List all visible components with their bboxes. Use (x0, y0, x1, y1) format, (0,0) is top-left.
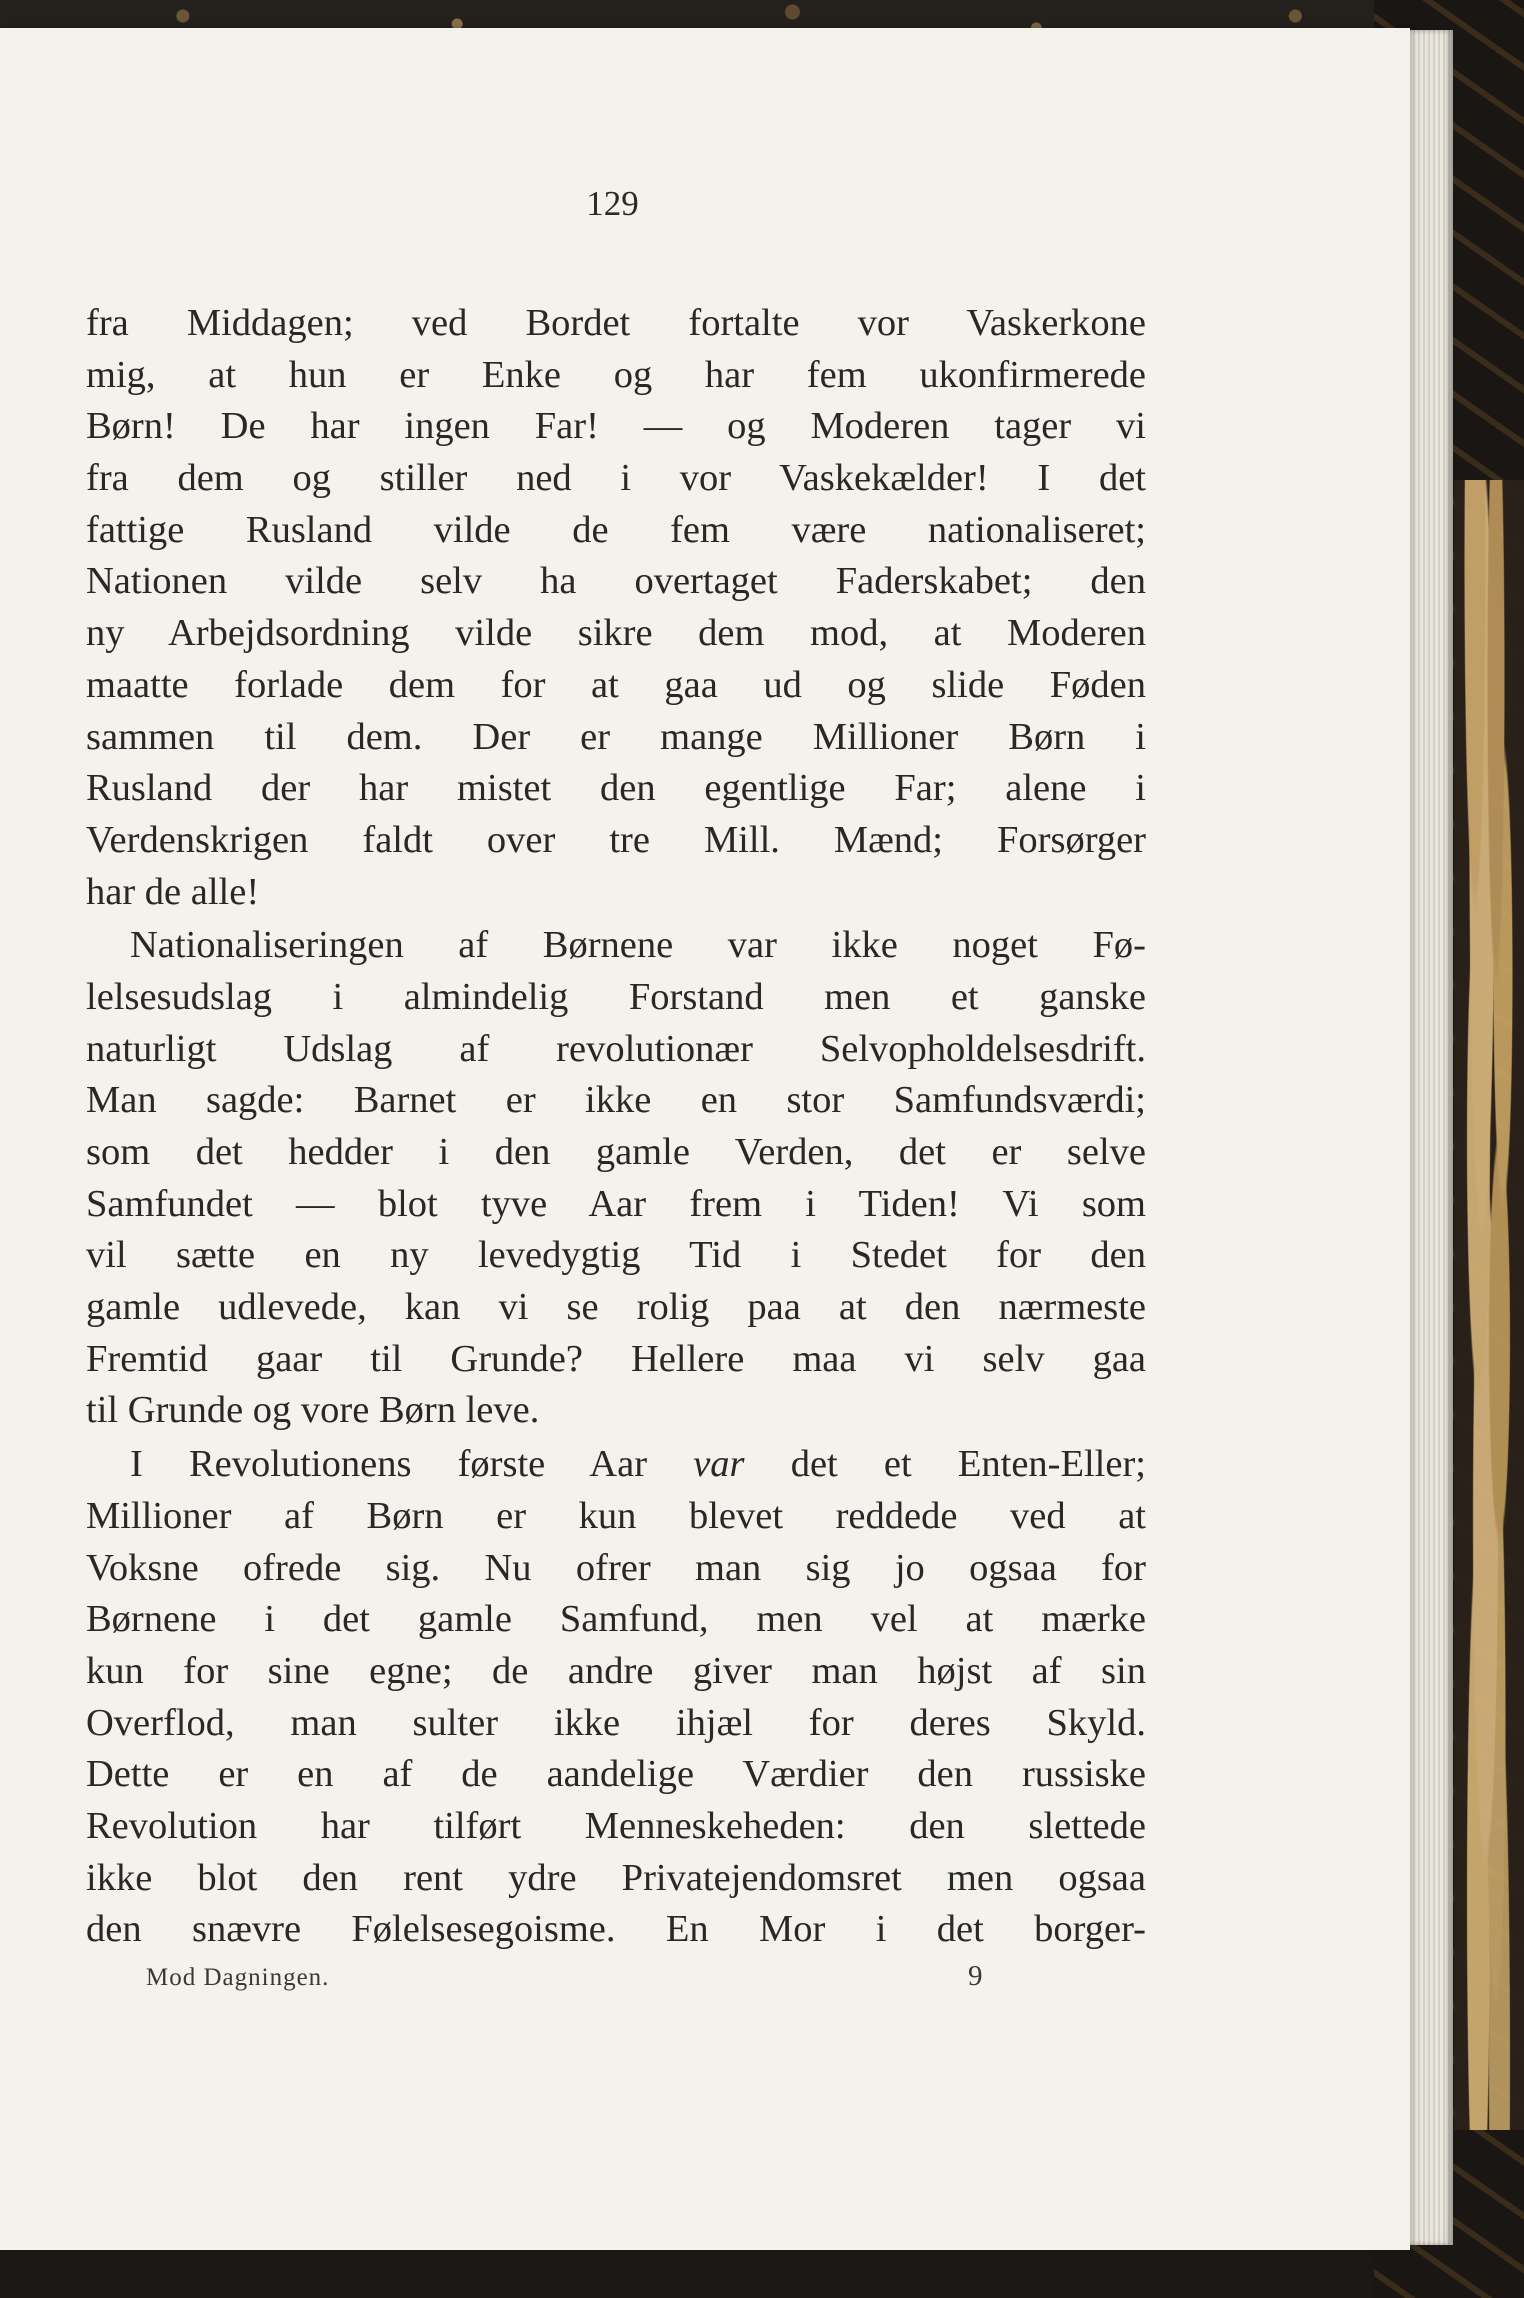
text-line: Dette er en af de aandelige Værdier den russiske (86, 1753, 1146, 1796)
text-line: ikke blot den rent ydre Privatejendomsret men ogsaa (86, 1856, 1146, 1899)
text-line: Revolution har tilført Menneskeheden: den slettede (86, 1804, 1146, 1847)
text-line: den snævre Følelsesegoisme. En Mor i det borger- (86, 1908, 1146, 1951)
text-line: Fremtid gaar til Grunde? Hellere maa vi selv gaa (86, 1337, 1146, 1380)
body-text (86, 298, 1146, 1956)
text-line: mig, at hun er Enke og har fem ukonfirmerede (86, 353, 1146, 396)
footer-signature: Mod Dagningen. (146, 1964, 330, 1991)
text-line: fra dem og stiller ned i vor Vaskekælder! I det (86, 457, 1146, 500)
text-line: sammen til dem. Der er mange Millioner Børn i (86, 715, 1146, 758)
italic-word: var (693, 1443, 745, 1486)
text-line: Man sagde: Barnet er ikke en stor Samfundsværdi; (86, 1079, 1146, 1122)
text-line: Verdenskrigen faldt over tre Mill. Mænd; Forsørger (86, 818, 1146, 861)
text-line: Overflod, man sulter ikke ihjæl for deres Skyld. (86, 1701, 1146, 1744)
text-line: vil sætte en ny levedygtig Tid i Stedet for den (86, 1234, 1146, 1277)
text-line: ny Arbejdsordning vilde sikre dem mod, at Moderen (86, 612, 1146, 655)
text-line: Voksne ofrede sig. Nu ofrer man sig jo ogsaa for (86, 1546, 1146, 1589)
footer-sheet-number: 9 (968, 1960, 983, 1992)
text-segment: I Revolutionens første Aar (130, 1443, 694, 1486)
text-line: Børnene i det gamle Samfund, men vel at mærke (86, 1598, 1146, 1641)
text-line: fra Middagen; ved Bordet fortalte vor Vaskerkone (86, 302, 1146, 344)
text-segment: det et Enten-Eller; (744, 1443, 1146, 1486)
text-line: kun for sine egne; de andre giver man højst af sin (86, 1649, 1146, 1692)
page-number: 129 (586, 184, 639, 223)
text-line-with-italic (86, 1439, 1146, 1491)
text-line: Samfundet — blot tyve Aar frem i Tiden! Vi som (86, 1182, 1146, 1225)
text-line: Nationen vilde selv ha overtaget Faderskabet; den (86, 560, 1146, 603)
text-line: Børn! De har ingen Far! — og Moderen tager vi (86, 405, 1146, 448)
text-line: Nationaliseringen af Børnene var ikke noget Fø- (130, 924, 1146, 967)
text-line: Rusland der har mistet den egentlige Far; alene i (86, 767, 1146, 810)
text-line: som det hedder i den gamle Verden, det er selve (86, 1131, 1146, 1173)
text-line: naturligt Udslag af revolutionær Selvopholdelsesdrift. (86, 1027, 1146, 1070)
text-line: har de alle! (86, 870, 260, 913)
text-line: til Grunde og vore Børn leve. (86, 1389, 540, 1432)
text-line: fattige Rusland vilde de fem være nationaliseret; (86, 508, 1146, 551)
marbled-cover-edge (1454, 480, 1524, 2130)
text-line: Millioner af Børn er kun blevet reddede ved at (86, 1494, 1146, 1537)
book-page (0, 28, 1410, 2250)
text-line: lelsesudslag i almindelig Forstand men et ganske (86, 975, 1146, 1018)
text-line: maatte forlade dem for at gaa ud og slide Føden (86, 663, 1146, 706)
text-line: gamle udlevede, kan vi se rolig paa at den nærmeste (86, 1286, 1146, 1329)
